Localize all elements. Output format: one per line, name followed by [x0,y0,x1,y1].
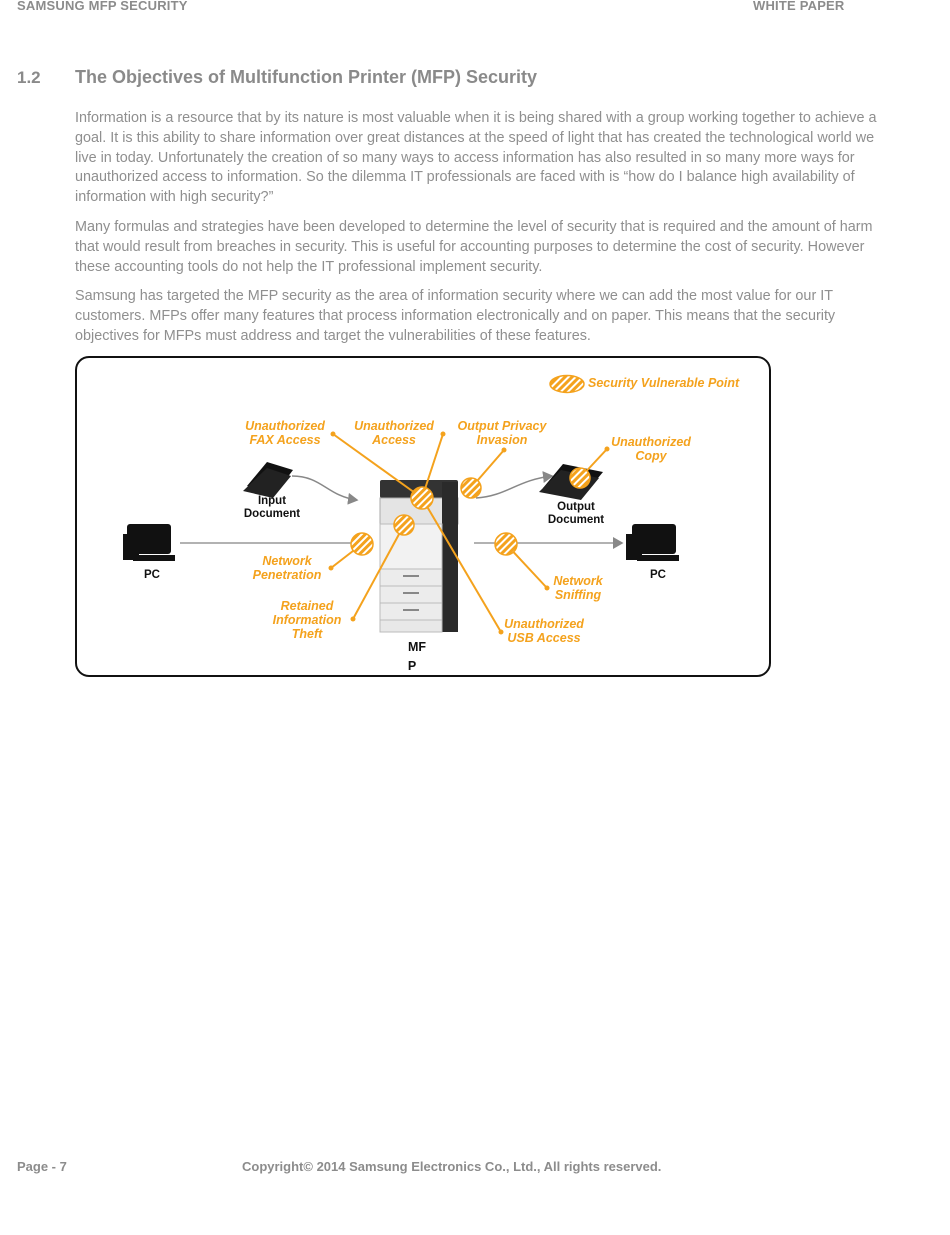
section-number: 1.2 [17,68,41,87]
page-number: Page - 7 [17,1159,67,1174]
threat-fax-access: Unauthorized FAX Access [245,419,325,447]
vulnerable-point-output-privacy [461,478,481,498]
section-title: The Objectives of Multifunction Printer (MFP) Security [75,67,538,87]
vulnerable-point-network-sniffing [495,533,517,555]
threat-usb-access: Unauthorized USB Access [504,617,584,645]
input-document-label: Input Document [243,495,301,520]
diagram-graphics [77,358,773,679]
output-document-label: Output Document [547,501,605,526]
mfp-security-diagram [75,356,771,677]
pc-left-icon [123,524,175,561]
vulnerable-point-copy [570,468,590,488]
mfp-label: MF P [407,640,427,673]
threat-network-penetration: Network Penetration [252,554,322,582]
vulnerable-point-retained-info [394,515,414,535]
leader-lines [331,434,607,632]
threat-unauthorized-access: Unauthorized Access [354,419,434,447]
header-doc-type: WHITE PAPER [753,0,845,13]
threat-output-privacy: Output Privacy Invasion [457,419,547,447]
header-title: SAMSUNG MFP SECURITY [17,0,188,13]
paragraph-3: Samsung has targeted the MFP security as the area of information security where we can add the most value for our IT customers. MFPs offer many features that process information electronically and on paper. This means that the security objectives for MFPs must address and target the vulnerabilities of these features. [75,288,836,344]
threat-network-sniffing: Network Sniffing [553,574,603,602]
threat-retained-information: Retained Information Theft [272,599,342,641]
pc-right-icon [626,524,679,561]
paragraph-1: Information is a resource that by its nature is most valuable when it is being shared with a group working together to achieve a goal. It is this ability to share information over great distances at the speed of light that has created the technological world we live in today. Unfortunately the creation of so many ways to access information has also resulted in so many more ways for unauthorized access to information. So the dilemma IT professionals are faced with is “how do I balance high availability of information with high security?” [75,110,877,206]
legend-label: Security Vulnerable Point [588,376,740,390]
paragraph-2: Many formulas and strategies have been developed to determine the level of security that is required and the amount of harm that would result from breaches in security. This is useful for accounting purposes to determine the cost of security. However these accounting tools do not help the IT professional implement security. [75,219,873,275]
vulnerable-point-network-penetration [351,533,373,555]
vulnerable-point-fax-access [411,487,433,509]
legend-swatch [550,376,584,393]
input-document-icon [243,462,293,498]
threat-unauthorized-copy: Unauthorized Copy [611,435,691,463]
pc-right-label: PC [650,569,666,581]
copyright-notice: Copyright© 2014 Samsung Electronics Co., Ltd., All rights reserved. [242,1159,662,1174]
pc-left-label: PC [144,569,160,581]
